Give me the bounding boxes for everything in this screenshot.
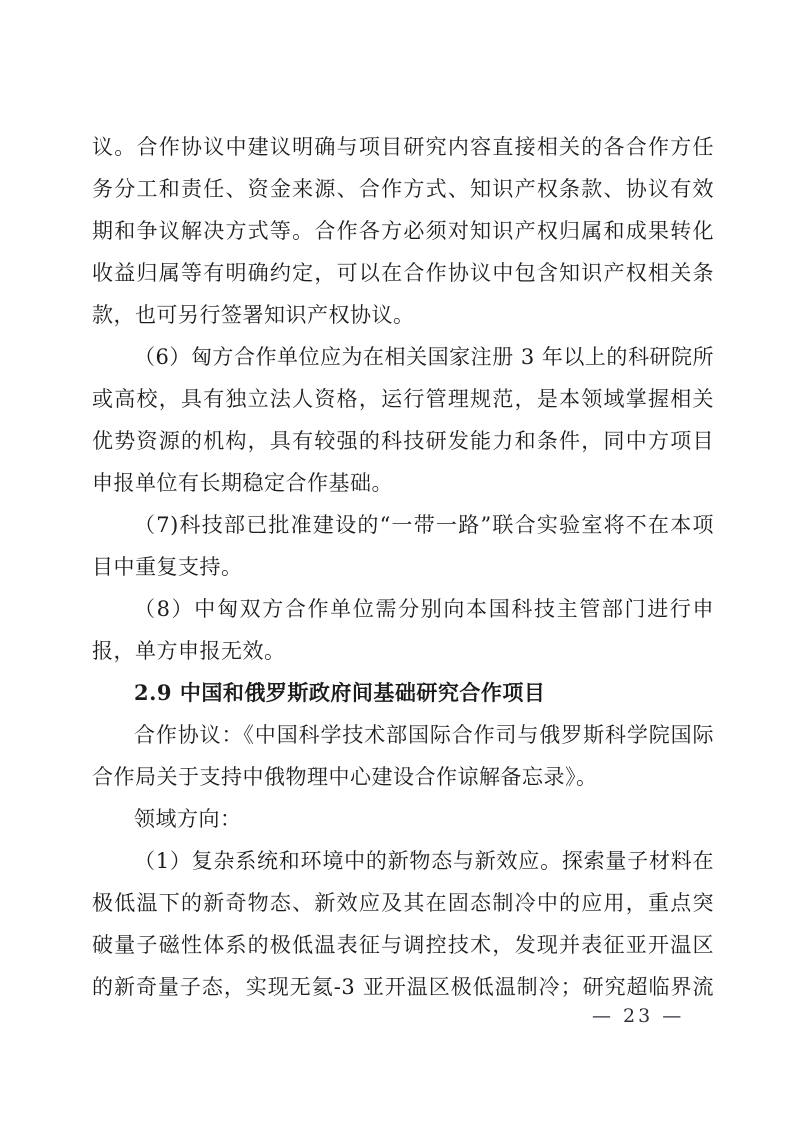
page-number: — 23 — (592, 1005, 685, 1027)
page-footer (0, 1001, 794, 1031)
section-heading-2-9: 2.9 中国和俄罗斯政府间基础研究合作项目 (134, 680, 546, 705)
paragraph-item-7: （7)科技部已批准建设的“一带一路”联合实验室将不在本项目中重复支持。 (92, 513, 714, 579)
paragraph-item-8: （8）中匈双方合作单位需分别向本国科技主管部门进行申报，单方申报无效。 (92, 597, 714, 663)
document-body (92, 126, 714, 1008)
paragraph-agreement: 合作协议：《中国科学技术部国际合作司与俄罗斯科学院国际合作局关于支持中俄物理中心建设合作谅解备忘录》。 (92, 723, 714, 789)
paragraph-item-6: （6）匈方合作单位应为在相关国家注册 3 年以上的科研院所或高校，具有独立法人资格，运行管理规范，是本领域掌握相关优势资源的机构，具有较强的科技研发能力和条件，同中方项目申报单位有长期稳定合作基础。 (92, 345, 714, 495)
paragraph-field-direction-label: 领域方向： (134, 807, 242, 831)
paragraph-continuation: 议。合作协议中建议明确与项目研究内容直接相关的各合作方任务分工和责任、资金来源、合作方式、知识产权条款、协议有效期和争议解决方式等。合作各方必须对知识产权归属和成果转化收益归属等有明确约定，可以在合作协议中包含知识产权相关条款，也可另行签署知识产权协议。 (92, 135, 714, 327)
paragraph-item-1-field: （1）复杂系统和环境中的新物态与新效应。探索量子材料在极低温下的新奇物态、新效应及其在固态制冷中的应用，重点突破量子磁性体系的极低温表征与调控技术，发现并表征亚开温区的新奇量子态，实现无氦-3 亚开温区极低温制冷；研究超临界流 (92, 849, 714, 999)
